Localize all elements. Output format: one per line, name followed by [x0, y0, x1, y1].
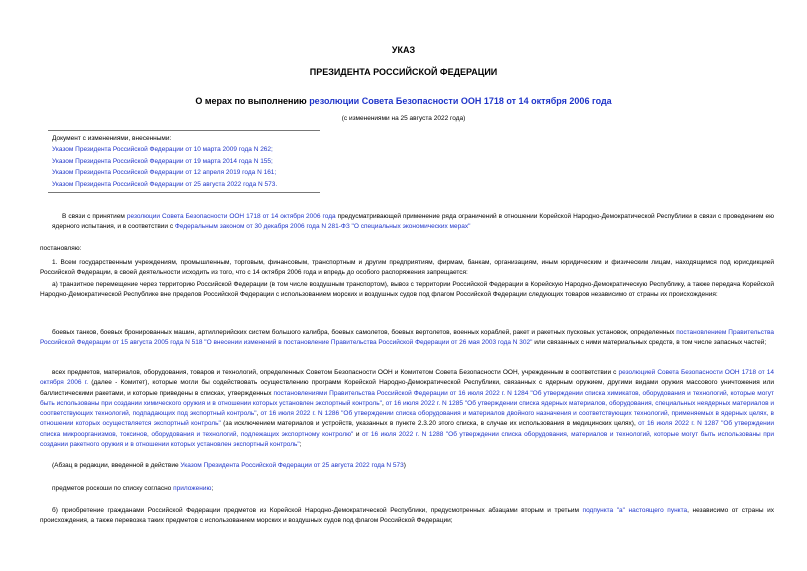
paragraph-luxury [40, 484, 774, 494]
decree-issuer: ПРЕЗИДЕНТА РОССИЙСКОЙ ФЕДЕРАЦИИ [309, 67, 498, 77]
paragraph-text: (Абзац в редакции, введенной в действие [52, 462, 181, 469]
amendment-note: (с изменениями на 25 августа 2022 года) [341, 115, 466, 122]
decree-link[interactable]: Указом Президента Российской Федерации от 25 августа 2022 года N 573 [180, 462, 404, 469]
government-resolution-link[interactable]: от 16 июля 2022 г. N 1287 "Об утверждении списка микроорганизмов, токсинов, оборудования и технологий, подлежащих экспортному контролю" [40, 420, 774, 438]
paragraph-text: ; [299, 441, 302, 449]
paragraph-text: , независимо от страны их происхождения, а также перевозка таких предметов с использованием морских и воздушных судов под флагом Российской Федерации; [40, 507, 774, 525]
amendments-header: Документ с изменениями, внесенными: [52, 135, 172, 142]
paragraph-text: (за исключением материалов и устройств, указанных в пункте 2.3.20 этого списка, в случае их использования в медицинских целях), [220, 420, 639, 428]
amendment-link[interactable]: Указом Президента Российской Федерации от 19 марта 2014 года N 155; [52, 157, 273, 165]
paragraph-text: (далее - Комитет), которые могли бы содействовать осуществлению программ Корейской Народно-Демократической Республики, связанных с ядерным оружием, другими видами оружия массового уничтожения или баллистическими ракетами, и которые приведены в списках, утвержденных [40, 379, 774, 397]
government-resolution-link[interactable]: от 16 июля 2022 г. N 1286 "Об утверждении списка оборудования и материалов двойного назначения и соответствующих технологий, применяемых в ядерных целях, в отношении которых осуществляется экспортный контроль" [40, 410, 774, 428]
paragraph-1: 1. Всем государственным учреждениям, промышленным, торговым, финансовым, транспортным и другим предприятиям, фирмам, банкам, организациям, иным юридическим и физическим лицам, находящимся под юрисдикцией Российской Федерации, в своей деятельности исходить из того, что с 14 октября 2006 года и впредь до особого распоряжения запрещается: [40, 259, 774, 277]
divider-bottom [48, 192, 320, 193]
appendix-link[interactable]: приложению [173, 485, 212, 492]
paragraph-text: предметов роскоши по списку согласно [52, 485, 174, 492]
paragraph-text: и [353, 430, 362, 438]
paragraph-text: ) [403, 462, 406, 469]
preamble-paragraph [52, 212, 774, 233]
subtitle-text: О мерах по выполнению [195, 96, 310, 106]
paragraph-text: боевых танков, боевых бронированных машин, артиллерийских систем большого калибра, боевых самолетов, боевых вертолетов, военных кораблей, ракет и ракетных пусковых установок, определенных [52, 329, 677, 336]
preamble-text: предусматривающей применение ряда ограничений в отношении Корейской Народно-Демократической Республики в связи с проведением ею ядерного испытания, и в соответствии с [52, 213, 775, 231]
paragraph-text: всех предметов, материалов, оборудования, товаров и технологий, определенных Советом Безопасности ООН и Комитетом Совета Безопасности ООН, учрежденным в соответствии с [52, 369, 619, 376]
paragraph-text: , [256, 410, 261, 418]
paragraph-text: ; [211, 485, 214, 492]
decree-subtitle [0, 96, 807, 106]
paragraph-text: , [381, 399, 386, 407]
paragraph-items [40, 368, 774, 450]
government-resolution-link[interactable]: от 16 июля 2022 г. N 1288 "Об утверждении списка оборудования, материалов и технологий, которые могут быть использованы при создании ракетного оружия и в отношении которых установлен экспортный контроль" [40, 430, 774, 449]
resolution-link[interactable]: резолюцией Совета Безопасности ООН 1718 от 14 октября 2006 г. [40, 369, 774, 387]
amendment-link[interactable]: Указом Президента Российской Федерации от 25 августа 2022 года N 573. [52, 180, 278, 188]
government-resolution-link[interactable]: постановлениями Правительства Российской Федерации от 16 июля 2022 г. N 1284 "Об утверждении списка химикатов, оборудования и технологий, которые могут быть использованы при создании химического оружия и в отношении которых установлен экспортный контроль" [40, 389, 774, 407]
paragraph-tanks [40, 328, 774, 349]
edit-note [52, 461, 774, 471]
subparagraph-link[interactable]: подпункта "а" настоящего пункта [582, 507, 688, 514]
paragraph-text: или связанных с ними материальных средств, в том числе запасных частей; [532, 339, 767, 347]
decree-title: УКАЗ [391, 45, 416, 55]
government-resolution-link[interactable]: от 16 июля 2022 г. N 1285 "Об утверждении списка ядерных материалов, оборудования, специальных неядерных материалов и соответствующих технологий, подпадающих под экспортный контроль" [40, 399, 774, 418]
decree-word: постановляю: [40, 245, 82, 252]
amendment-link[interactable]: Указом Президента Российской Федерации от 10 марта 2009 года N 262; [52, 146, 273, 154]
paragraph-b [40, 506, 774, 527]
amendments-list [52, 133, 277, 190]
preamble-text: В связи с принятием [62, 213, 127, 220]
divider-top [48, 130, 320, 131]
resolution-link[interactable]: резолюции Совета Безопасности ООН 1718 от 14 октября 2006 года [126, 213, 336, 220]
government-resolution-link[interactable]: постановлением Правительства Российской Федерации от 15 августа 2005 года N 518 "О внесении изменений в постановление Правительства Российской Федерации от 26 мая 2003 года N 302" [40, 329, 774, 347]
amendment-link[interactable]: Указом Президента Российской Федерации от 12 апреля 2019 года N 161; [52, 169, 277, 177]
paragraph-text: б) приобретение гражданами Российской Федерации предметов из Корейской Народно-Демократической Республики, предусмотренных абзацами вторым и третьим [52, 507, 583, 514]
federal-law-link[interactable]: Федеральным законом от 30 декабря 2006 года N 281-ФЗ "О специальных экономических мерах" [174, 223, 471, 231]
resolution-link[interactable]: резолюции Совета Безопасности ООН 1718 от 14 октября 2006 года [309, 96, 612, 106]
paragraph-a: а) транзитное перемещение через территорию Российской Федерации (в том числе воздушным транспортом), вывоз с территории Российской Федерации в Корейскую Народно-Демократическую Республику, а также передача Корейской Народно-Демократической Республике вне пределов Российской Федерации с использованием морских и воздушных судов под флагом Российской Федерации следующих товаров независимо от страны их происхождения: [40, 281, 774, 299]
